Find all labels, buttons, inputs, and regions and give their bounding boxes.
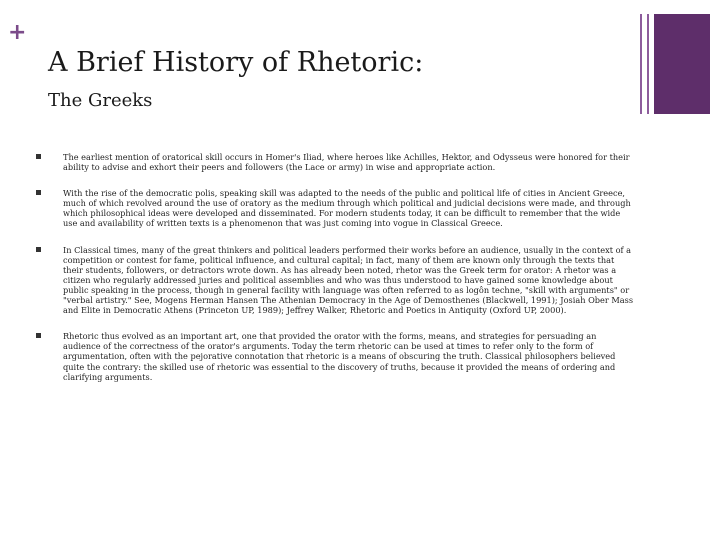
square-bullet-icon (36, 333, 41, 338)
plus-icon: + (8, 20, 27, 45)
decorative-line-mid (647, 14, 649, 114)
square-bullet-icon (36, 247, 41, 252)
decorative-line-left (640, 14, 642, 114)
bullet-text: In Classical times, many of the great thinkers and political leaders performed their works before an audience, usually in the context of a competition or contest for fame, political influence, and cultural capital; in fact, many of them are known only through the texts that their students, followers, or detractors wrote down. As has already been noted, rhetor was the Greek term for orator: A rhetor was a citizen who regularly addressed juries and political assemblies and who was thus understood to have gained some knowledge about public speaking in the process, though in general facility with language was often referred to as logôn techne, "skill with arguments" or "verbal artistry." See, Mogens Herman Hansen The Athenian Democracy in the Age of Demosthenes (Blackwell, 1991); Josiah Ober Mass and Elite in Democratic Athens (Princeton UP, 1989); Jeffrey Walker, Rhetoric and Poetics in Antiquity (Oxford UP, 2000). (63, 244, 634, 316)
square-bullet-icon (36, 154, 41, 159)
bullet-list (36, 152, 636, 398)
square-bullet-icon (36, 190, 41, 195)
slide-title: A Brief History of Rhetoric: (48, 47, 424, 78)
bullet-item (36, 152, 636, 172)
bullet-item (36, 331, 636, 381)
bullet-text: The earliest mention of oratorical skill occurs in Homer's Iliad, where heroes like Achilles, Hektor, and Odysseus were honored for their ability to advise and exhort their peers and followers (the Lace or army) in wise and appropriate action. (63, 152, 630, 173)
bullet-text: With the rise of the democratic polis, speaking skill was adapted to the needs of the public and political life of cities in Ancient Greece, much of which revolved around the use of oratory as the medium through which political and judicial decisions were made, and through which philosophical ideas were developed and disseminated. For modern students today, it can be difficult to remember that the wide use and availability of written texts is a phenomenon that was just coming into vogue in Classical Greece. (63, 188, 631, 229)
bullet-item (36, 188, 636, 228)
bullet-text: Rhetoric thus evolved as an important art, one that provided the orator with the forms, means, and strategies for persuading an audience of the correctness of the orator's arguments. Today the term rhetoric can be used at times to refer only to the form of argumentation, often with the pejorative connotation that rhetoric is a means of obscuring the truth. Classical philosophers believed quite the contrary: the skilled use of rhetoric was essential to the discovery of truths, because it provided the means of ordering and clarifying arguments. (63, 331, 616, 382)
decorative-accent-bar (654, 14, 710, 114)
bullet-item (36, 245, 636, 316)
slide-subtitle: The Greeks (48, 90, 153, 111)
